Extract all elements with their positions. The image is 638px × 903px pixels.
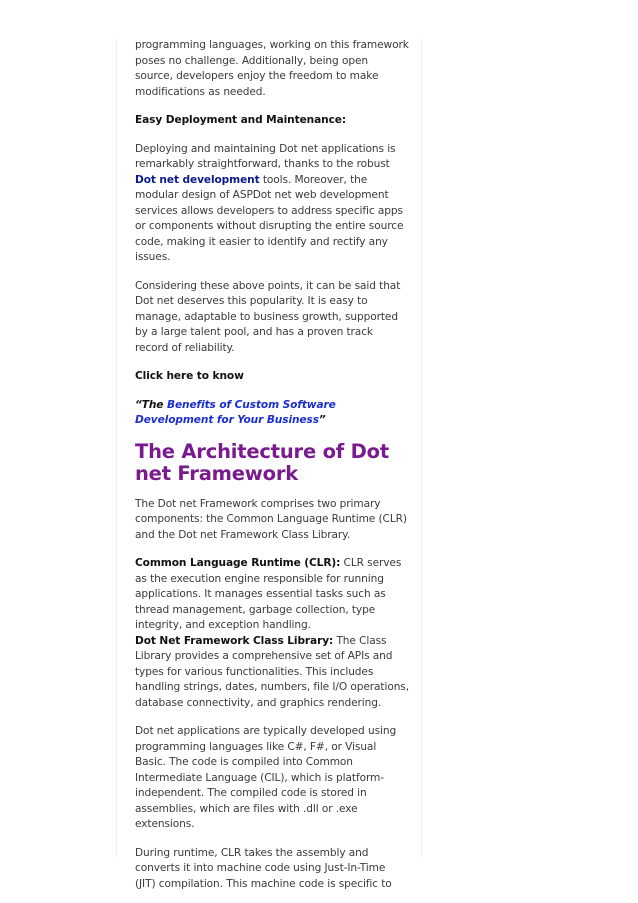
- summary-paragraph: Considering these above points, it can be said that Dot net deserves this popularity. It is easy to manage, adaptable to business growth, supported by a large talent pool, and has a proven track record of reliability.: [135, 279, 401, 354]
- clr-paragraph: [135, 556, 409, 634]
- dot-net-development-link[interactable]: Dot net development: [135, 173, 260, 186]
- architecture-title: The Architecture of Dot net Framework: [135, 439, 389, 485]
- fcl-paragraph: [135, 634, 409, 712]
- clr-text: CLR serves as the execution engine responsible for running applications. It manages essential tasks such as thread management, garbage collection, type integrity, and exception handling.: [135, 557, 402, 631]
- click-here-label: Click here to know: [135, 370, 244, 382]
- runtime-paragraph: During runtime, CLR takes the assembly and converts it into machine code using Just-In-Time (JIT) compilation. This machine code is specific to: [135, 846, 392, 890]
- quote-close: ”: [318, 414, 326, 426]
- fcl-text: The Class Library provides a comprehensive set of APIs and types for various functionalities. This includes handling strings, dates, numbers, file I/O operations, database connectivity, and graphics rendering.: [135, 634, 409, 709]
- benefits-quote: [135, 398, 409, 429]
- fcl-label: Dot Net Framework Class Library:: [135, 634, 334, 647]
- languages-paragraph: Dot net applications are typically developed using programming languages like C#, F#, or Visual Basic. The code is compiled into Common Intermediate Language (CIL), which is platform-independent. The compiled code is stored in assemblies, which are files with .dll or .exe extensions.: [135, 725, 397, 830]
- intro-paragraph: programming languages, working on this framework poses no challenge. Additionally, being open source, developers enjoy the freedom to make modifications as needed.: [135, 39, 409, 98]
- benefits-link[interactable]: Benefits of Custom Software Development for Your Business: [135, 398, 336, 426]
- quote-open: “The: [135, 398, 167, 411]
- deployment-text-before: Deploying and maintaining Dot net applications is remarkably straightforward, thanks to the robust: [135, 142, 396, 170]
- deployment-heading: Easy Deployment and Maintenance:: [135, 114, 346, 126]
- deployment-paragraph: [135, 142, 409, 266]
- clr-label: Common Language Runtime (CLR):: [135, 557, 341, 569]
- deployment-text-after: tools. Moreover, the modular design of ASPDot net web development services allows developers to address specific apps or components without disrupting the entire source code, making it easier to identify and rectify any issues.: [135, 173, 404, 263]
- article-column: [116, 38, 422, 890]
- architecture-intro: The Dot net Framework comprises two primary components: the Common Language Runtime (CLR) and the Dot net Framework Class Library.: [135, 497, 407, 541]
